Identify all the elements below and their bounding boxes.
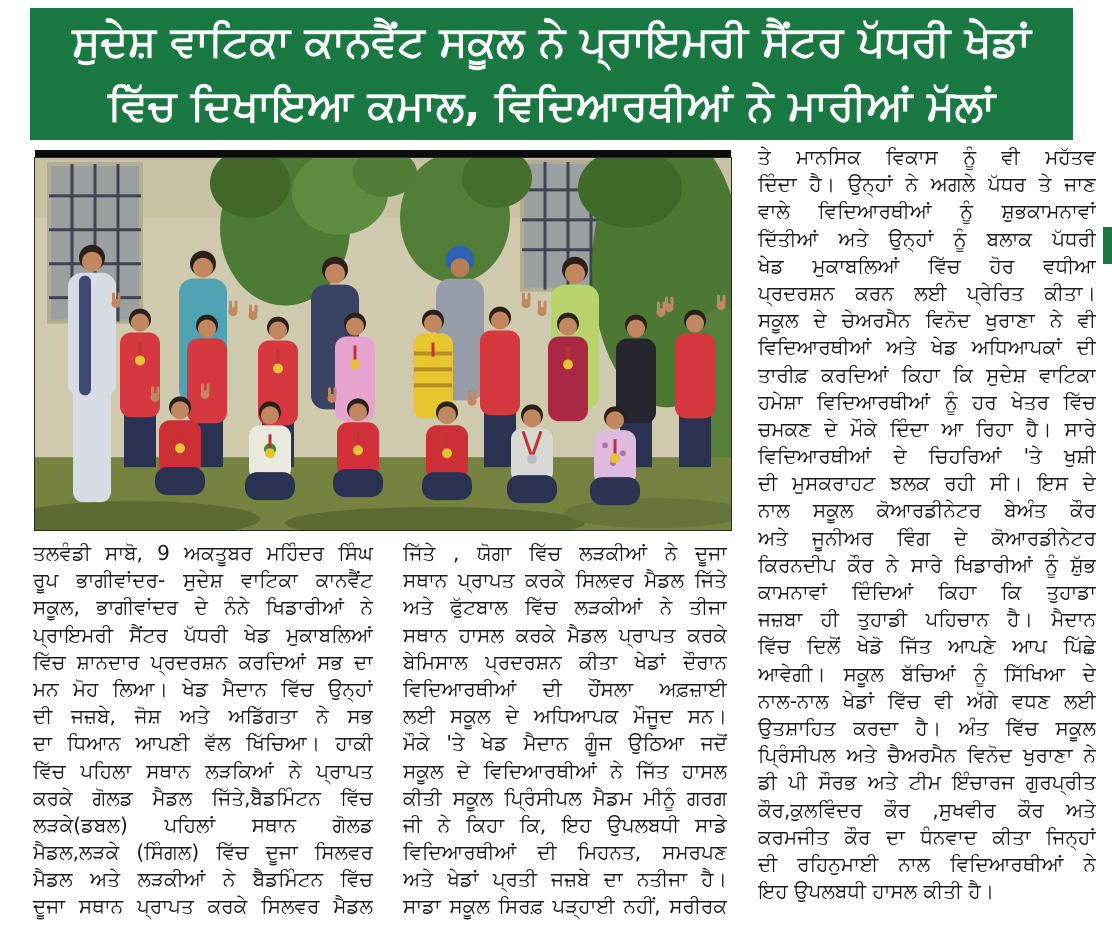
text-line: ਕੀਤੀ ਸਕੂਲ ਪ੍ਰਿੰਸੀਪਲ ਮੈਡਮ ਮੀਨੂੰ ਗਰਗ xyxy=(403,785,727,810)
text-line: ਸਥਾਨ ਪ੍ਰਾਪਤ ਕਰਕੇ ਸਿਲਵਰ ਮੈਡਲ ਜਿੱਤੇ xyxy=(403,568,727,593)
text-line: ਅਤੇ ਫੁੱਟਬਾਲ ਵਿੱਚ ਲੜਕੀਆਂ ਨੇ ਤੀਜਾ xyxy=(403,595,727,620)
text-line: ਪ੍ਰਾਇਮਰੀ ਸੈਂਟਰ ਪੱਧਰੀ ਖੇਡ ਮੁਕਾਬਲਿਆਂ xyxy=(33,622,373,647)
text-line: ਸਕੂਲ, ਭਾਗੀਵਾਂਦਰ ਦੇ ਨੰਨੇ ਖਿਡਾਰੀਆਂ ਨੇ xyxy=(33,595,373,620)
text-line: ਦੀ ਮੁਸਕਰਾਹਟ ਝਲਕ ਰਹੀ ਸੀ। ਇਸ ਦੇ xyxy=(758,471,1096,496)
text-line: ਦਾ ਧਿਆਨ ਆਪਣੀ ਵੱਲ ਖਿੱਚਿਆ। ਹਾਕੀ xyxy=(33,731,373,756)
text-line: ਰੂਪ ਭਾਗੀਵਾਂਦਰ- ਸੁਦੇਸ਼ ਵਾਟਿਕਾ ਕਾਨਵੈਂਟ xyxy=(33,568,373,593)
text-line: ਪ੍ਰਦਰਸ਼ਨ ਕਰਨ ਲਈ ਪ੍ਰੇਰਿਤ ਕੀਤਾ। xyxy=(758,280,1096,305)
text-line: ਸਥਾਨ ਹਾਸਲ ਕਰਕੇ ਮੈਡਲ ਪ੍ਰਾਪਤ ਕਰਕੇ xyxy=(403,622,727,647)
text-line: ਜੀ ਨੇ ਕਿਹਾ ਕਿ, ਇਹ ਉਪਲਬਧੀ ਸਾਡੇ xyxy=(403,812,727,837)
text-line: ਵਿੱਚ ਪਹਿਲਾ ਸਥਾਨ ਲੜਕਿਆਂ ਨੇ ਪ੍ਰਾਪਤ xyxy=(33,758,373,783)
text-line: ਕਿਰਨਦੀਪ ਕੌਰ ਨੇ ਸਾਰੇ ਖਿਡਾਰੀਆਂ ਨੂੰ ਸ਼ੁੱਭ xyxy=(758,552,1096,577)
text-line: ਦੀ ਰਹਿਨੁਮਾਈ ਨਾਲ ਵਿਦਿਆਰਥੀਆਂ ਨੇ xyxy=(758,851,1096,876)
text-line: ਦਿੰਦਾ ਹੈ। ਉਨ੍ਹਾਂ ਨੇ ਅਗਲੇ ਪੱਧਰ ਤੇ ਜਾਣ xyxy=(758,172,1096,197)
text-line: ਬੇਮਿਸਾਲ ਪ੍ਰਦਰਸ਼ਨ ਕੀਤਾ ਖੇਡਾਂ ਦੌਰਾਨ xyxy=(403,649,727,674)
text-line: ਦੂਜਾ ਸਥਾਨ ਪ੍ਰਾਪਤ ਕਰਕੇ ਸਿਲਵਰ ਮੈਡਲ xyxy=(33,894,373,919)
headline-line-2: ਵਿੱਚ ਦਿਖਾਇਆ ਕਮਾਲ, ਵਿਦਿਆਰਥੀਆਂ ਨੇ ਮਾਰੀਆਂ ਮੱਲਾਂ xyxy=(108,81,995,130)
text-line: ਸਾਡਾ ਸਕੂਲ ਸਿਰਫ਼ ਪੜ੍ਹਾਈ ਨਹੀਂ, ਸਰੀਰਕ xyxy=(403,894,727,919)
text-line: ਕੌਰ,ਕੁਲਵਿੰਦਰ ਕੌਰ ,ਸੁਖਵੀਰ ਕੌਰ ਅਤੇ xyxy=(758,797,1096,822)
text-line: ਜਿੱਤੇ , ਯੋਗਾ ਵਿੱਚ ਲੜਕੀਆਂ ਨੇ ਦੂਜਾ xyxy=(403,541,727,565)
text-line: ਉਤਸ਼ਾਹਿਤ ਕਰਦਾ ਹੈ। ਅੰਤ ਵਿੱਚ ਸਕੂਲ xyxy=(758,715,1096,740)
text-line: ਨਾਲ-ਨਾਲ ਖੇਡਾਂ ਵਿੱਚ ਵੀ ਅੱਗੇ ਵਧਣ ਲਈ xyxy=(758,688,1096,713)
photo-top-rule xyxy=(35,150,731,157)
text-line: ਪ੍ਰਿੰਸੀਪਲ ਅਤੇ ਚੈਅਰਮੈਨ ਵਿਨੋਦ ਖੁਰਾਣਾ ਨੇ xyxy=(758,743,1096,768)
text-line: ਤਾਰੀਫ਼ ਕਰਦਿਆਂ ਕਿਹਾ ਕਿ ਸੁਦੇਸ਼ ਵਾਟਿਕਾ xyxy=(758,362,1096,387)
text-line: ਵਾਲੇ ਵਿਦਿਆਰਥੀਆਂ ਨੂੰ ਸ਼ੁਭਕਾਮਨਾਵਾਂ xyxy=(758,199,1096,224)
text-line: ਅਤੇ ਜੂਨੀਅਰ ਵਿੰਗ ਦੇ ਕੋਆਰਡੀਨੇਟਰ xyxy=(758,525,1096,550)
text-line: ਵਿਦਿਆਰਥੀਆਂ ਅਤੇ ਖੇਡ ਅਧਿਆਪਕਾਂ ਦੀ xyxy=(758,335,1096,360)
photo-illustration xyxy=(35,158,731,530)
text-line: ਸਕੂਲ ਦੇ ਚੇਅਰਮੈਨ ਵਿਨੋਦ ਖੁਰਾਣਾ ਨੇ ਵੀ xyxy=(758,308,1096,333)
text-line: ਕਰਕੇ ਗੋਲਡ ਮੈਡਲ ਜਿੱਤੇ,ਬੈਡਮਿੰਟਨ ਵਿੱਚ xyxy=(33,785,373,810)
article-column-2 xyxy=(403,540,727,923)
text-line: ਮੈਡਲ,ਲੜਕੇ (ਸਿੰਗਲ) ਵਿੱਚ ਦੂਜਾ ਸਿਲਵਰ xyxy=(33,840,373,865)
text-line: ਹਮੇਸ਼ਾ ਵਿਦਿਆਰਥੀਆਂ ਨੂੰ ਹਰ ਖੇਤਰ ਵਿੱਚ xyxy=(758,389,1096,414)
text-line: ਆਵੇਗੀ। ਸਕੂਲ ਬੱਚਿਆਂ ਨੂੰ ਸਿੱਖਿਆ ਦੇ xyxy=(758,661,1096,686)
article-column-1 xyxy=(33,540,373,923)
text-line: ਵਿੱਚ ਦਿਲੋਂ ਖੇਡੋ ਜਿੱਤ ਆਪਣੇ ਆਪ ਪਿੱਛੇ xyxy=(758,634,1096,659)
text-line: ਕਰਮਜੀਤ ਕੌਰ ਦਾ ਧੰਨਵਾਦ ਕੀਤਾ ਜਿਨ੍ਹਾਂ xyxy=(758,824,1096,849)
text-line: ਮੌਕੇ 'ਤੇ ਖੇਡ ਮੈਦਾਨ ਗੂੰਜ ਉਠਿਆ ਜਦੋਂ xyxy=(403,731,727,756)
text-line: ਵਿਦਿਆਰਥੀਆਂ ਦੀ ਮਿਹਨਤ, ਸਮਰਪਣ xyxy=(403,840,727,865)
text-line: ਵਿਦਿਆਰਥੀਆਂ ਦੀ ਹੌਂਸਲਾ ਅਫ਼ਜ਼ਾਈ xyxy=(403,676,727,701)
headline-banner xyxy=(30,8,1073,140)
article-column-3 xyxy=(758,144,1096,910)
text-line: ਅਤੇ ਖੇਡਾਂ ਪ੍ਰਤੀ ਜਜ਼ਬੇ ਦਾ ਨਤੀਜਾ ਹੈ। xyxy=(403,867,727,892)
text-line: ਡੀ ਪੀ ਸੌਰਭ ਅਤੇ ਟੀਮ ਇੰਚਾਰਜ ਗੁਰਪ੍ਰੀਤ xyxy=(758,770,1096,795)
text-line: ਸਕੂਲ ਦੇ ਵਿਦਿਆਰਥੀਆਂ ਨੇ ਜਿੱਤ ਹਾਸਲ xyxy=(403,758,727,783)
text-line: ਜਜ਼ਬਾ ਹੀ ਤੁਹਾਡੀ ਪਹਿਚਾਨ ਹੈ। ਮੈਦਾਨ xyxy=(758,607,1096,632)
text-line: ਵਿੱਚ ਸ਼ਾਨਦਾਰ ਪ੍ਰਦਰਸ਼ਨ ਕਰਦਿਆਂ ਸਭ ਦਾ xyxy=(33,649,373,674)
article-photo xyxy=(35,158,731,530)
right-edge-artifact xyxy=(1103,227,1112,264)
text-line: ਕਾਮਨਾਵਾਂ ਦਿੰਦਿਆਂ ਕਿਹਾ ਕਿ ਤੁਹਾਡਾ xyxy=(758,580,1096,604)
text-line: ਖੇਡ ਮੁਕਾਬਲਿਆਂ ਵਿੱਚ ਹੋਰ ਵਧੀਆ xyxy=(758,253,1096,278)
text-line: ਮਨ ਮੋਹ ਲਿਆ। ਖੇਡ ਮੈਦਾਨ ਵਿੱਚ ਉਨ੍ਹਾਂ xyxy=(33,676,373,701)
text-line: ਦਿੱਤੀਆਂ ਅਤੇ ਉਨ੍ਹਾਂ ਨੂੰ ਬਲਾਕ ਪੱਧਰੀ xyxy=(758,226,1096,251)
text-line: ਇਹ ਉਪਲਬਧੀ ਹਾਸਲ ਕੀਤੀ ਹੈ। xyxy=(758,879,995,904)
text-line: ਚਮਕਣ ਦੇ ਮੌਕੇ ਦਿੰਦਾ ਆ ਰਿਹਾ ਹੈ। ਸਾਰੇ xyxy=(758,416,1096,441)
text-line: ਦੀ ਜਜ਼ਬੇ, ਜੋਸ਼ ਅਤੇ ਅਡਿੱਗਤਾ ਨੇ ਸਭ xyxy=(33,704,373,729)
text-line: ਨਾਲ ਸਕੂਲ ਕੋਆਰਡੀਨੇਟਰ ਬੇਅੰਤ ਕੌਰ xyxy=(758,498,1096,523)
text-line: ਲਈ ਸਕੂਲ ਦੇ ਅਧਿਆਪਕ ਮੌਜੂਦ ਸਨ। xyxy=(403,704,727,729)
text-line: ਮੈਡਲ ਅਤੇ ਲੜਕੀਆਂ ਨੇ ਬੈਡਮਿੰਟਨ ਵਿੱਚ xyxy=(33,867,373,892)
text-line: ਲੜਕੇ(ਡਬਲ) ਪਹਿਲਾਂ ਸਥਾਨ ਗੋਲਡ xyxy=(33,812,373,837)
headline-line-1: ਸੁਦੇਸ਼ ਵਾਟਿਕਾ ਕਾਨਵੈਂਟ ਸਕੂਲ ਨੇ ਪ੍ਰਾਇਮਰੀ ਸੈਂਟਰ ਪੱਧਰੀ ਖੇਡਾਂ xyxy=(72,17,1031,66)
text-line: ਤਲਵੰਡੀ ਸਾਬੋ, 9 ਅਕਤੂਬਰ ਮਹਿੰਦਰ ਸਿੰਘ xyxy=(33,541,373,565)
text-line: ਵਿਦਿਆਰਥੀਆਂ ਦੇ ਚਿਹਰਿਆਂ 'ਤੇ ਖੁਸ਼ੀ xyxy=(758,444,1096,469)
text-line: ਤੇ ਮਾਨਸਿਕ ਵਿਕਾਸ ਨੂੰ ਵੀ ਮਹੱਤਵ xyxy=(758,145,1096,169)
